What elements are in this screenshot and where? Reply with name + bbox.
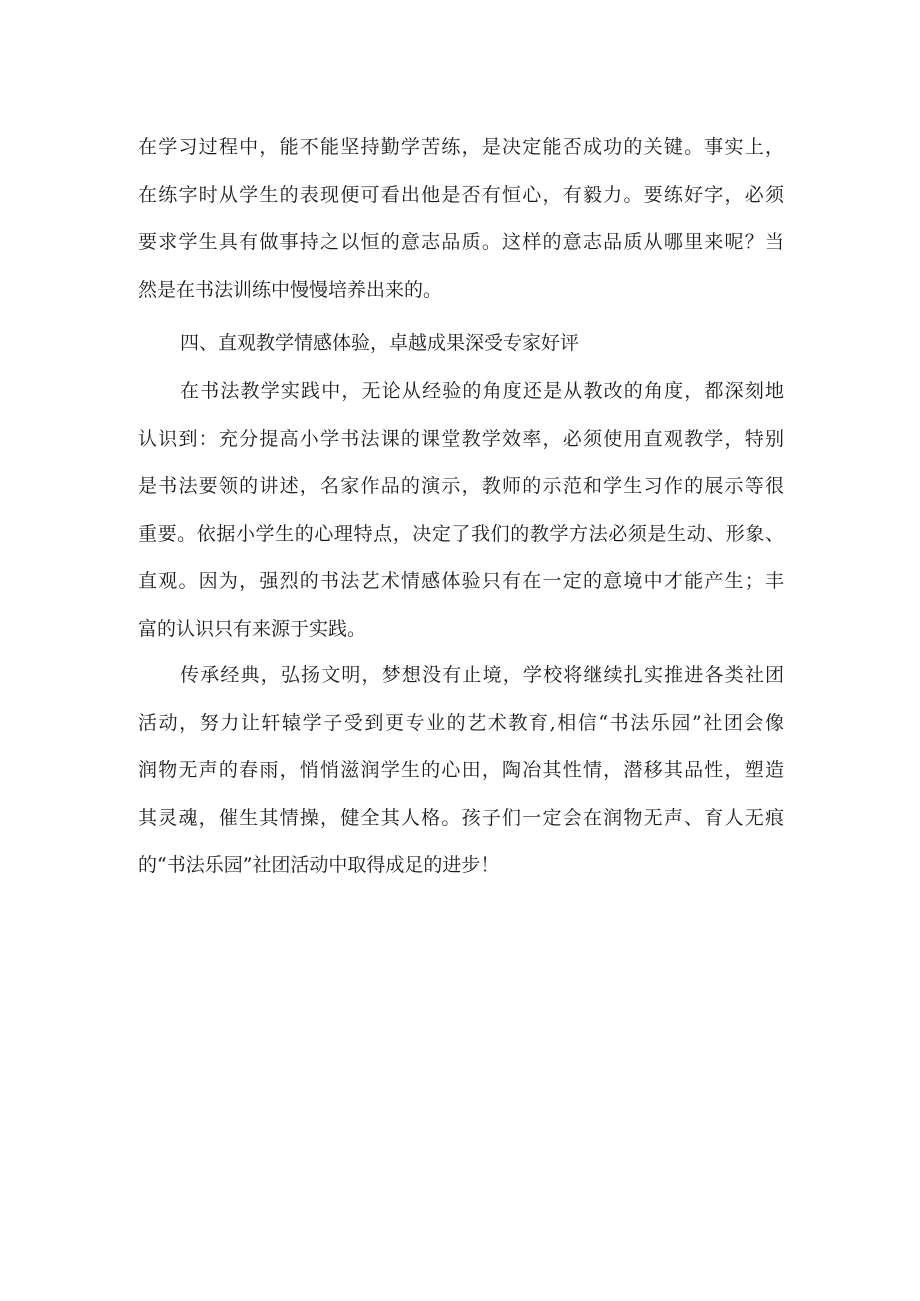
paragraph-line: 认识到：充分提高小学书法课的课堂教学效率，必须使用直观教学，特别: [138, 427, 784, 450]
paragraph-line: 然是在书法训练中慢慢培养出来的。: [138, 278, 443, 301]
paragraph-line: 直观。因为，强烈的书法艺术情感体验只有在一定的意境中才能产生；丰: [138, 570, 784, 592]
paragraph-line: 在练字时从学生的表现便可看出他是否有恒心，有毅力。要练好字，必须: [138, 183, 784, 206]
paragraph-perseverance: [138, 124, 784, 314]
paragraph-line: 传承经典，弘扬文明，梦想没有止境，学校将继续扎实推进各类社团: [180, 664, 784, 686]
paragraph-line: 富的认识只有来源于实践。: [138, 617, 367, 640]
paragraph-line: 的“书法乐园”社团活动中取得成足的进步！: [138, 854, 500, 876]
paragraph-line: 在书法教学实践中，无论从经验的角度还是从教改的角度，都深刻地: [180, 380, 784, 402]
paragraph-line: 在学习过程中，能不能坚持勤学苦练，是决定能否成功的关键。事实上，: [138, 136, 784, 158]
paragraph-line: 要求学生具有做事持之以恒的意志品质。这样的意志品质从哪里来呢？当: [138, 231, 784, 253]
paragraph-closing: [138, 652, 784, 890]
paragraph-intuitive-teaching: [138, 368, 784, 653]
paragraph-line: 其灵魂，催生其情操，健全其人格。孩子们一定会在润物无声、育人无痕: [138, 806, 784, 829]
section-heading-block: [138, 320, 784, 368]
paragraph-line: 活动，努力让轩辕学子受到更专业的艺术教育,相信“书法乐园”社团会像: [138, 711, 784, 734]
paragraph-line: 是书法要领的讲述，名家作品的演示，教师的示范和学生习作的展示等很: [138, 475, 784, 497]
paragraph-line: 润物无声的春雨，悄悄滋润学生的心田，陶冶其性情，潜移其品性，塑造: [138, 759, 784, 781]
paragraph-line: 重要。依据小学生的心理特点，决定了我们的教学方法必须是生动、形象、: [138, 522, 784, 545]
section-heading: 四、直观教学情感体验，卓越成果深受专家好评: [180, 332, 580, 354]
